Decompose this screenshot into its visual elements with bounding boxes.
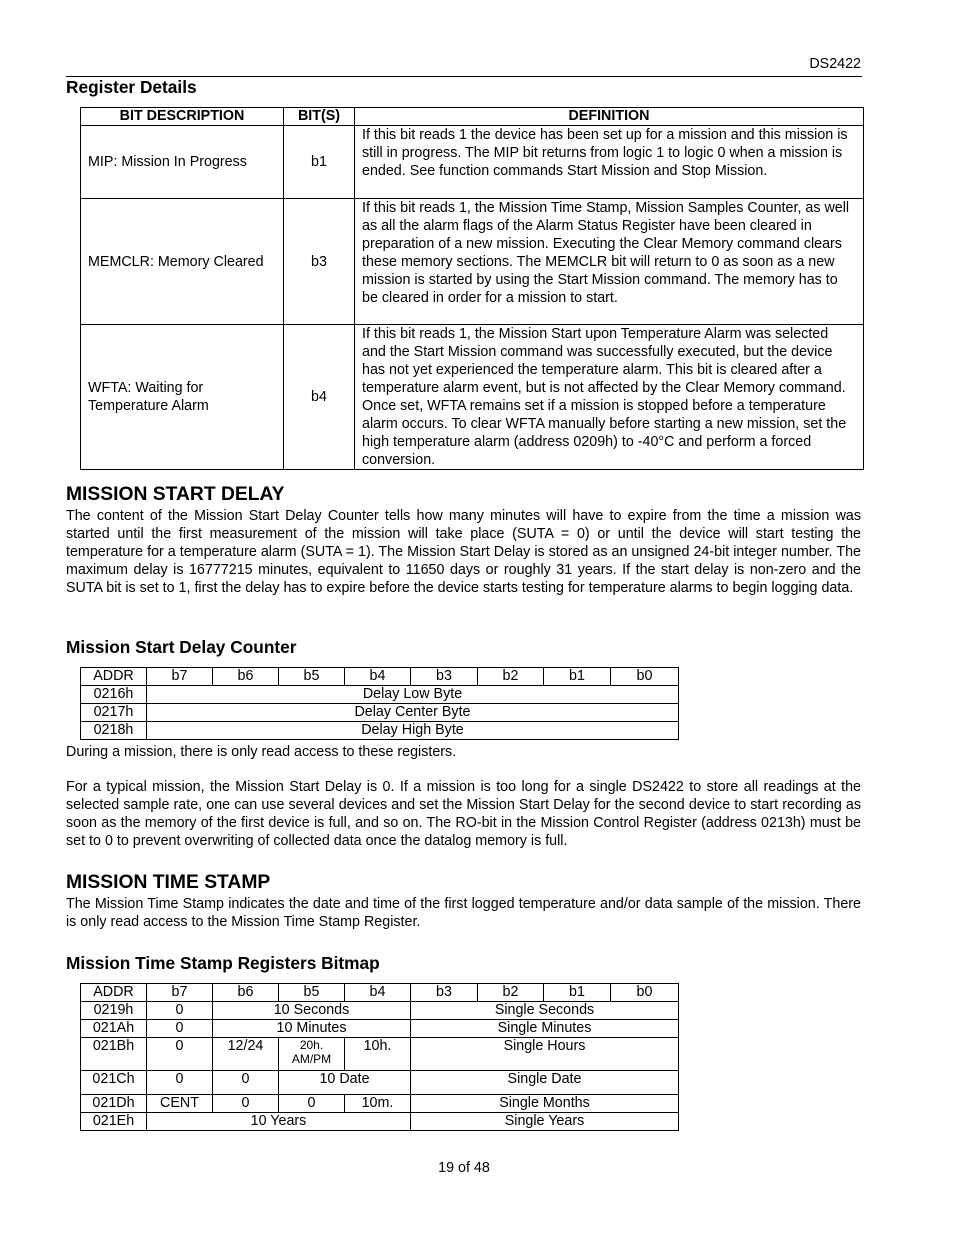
column-header: b1 <box>544 984 611 1002</box>
bit-number: b3 <box>284 199 355 325</box>
register-field: 10 Date <box>279 1071 411 1095</box>
mission-time-stamp-heading: MISSION TIME STAMP <box>66 872 271 893</box>
bit-description: WFTA: Waiting for Temperature Alarm <box>81 325 284 470</box>
table-row <box>81 1071 679 1095</box>
register-field: 10 Years <box>147 1113 411 1131</box>
table-row <box>81 722 679 740</box>
table-row <box>81 1113 679 1131</box>
bit-number: b1 <box>284 126 355 199</box>
column-header: ADDR <box>81 668 147 686</box>
bit-definition: If this bit reads 1 the device has been set up for a mission and this mission is still in progress. The MIP bit returns from logic 1 to logic 0 when a mission is ended. See function commands Start Mission and Stop Mission. <box>355 126 864 199</box>
table-row <box>81 704 679 722</box>
bit-value-line: AM/PM <box>291 1052 332 1066</box>
column-header: DEFINITION <box>355 108 864 126</box>
register-field: Delay High Byte <box>147 722 679 740</box>
register-details-heading: Register Details <box>66 77 197 97</box>
delay-counter-heading: Mission Start Delay Counter <box>66 637 297 657</box>
bit-value: 10h. <box>345 1038 411 1071</box>
register-address: 021Ah <box>81 1020 147 1038</box>
column-header: b6 <box>213 668 279 686</box>
bit-definition: If this bit reads 1, the Mission Start upon Temperature Alarm was selected and the Start Mission command was successfully executed, but the device has not yet experienced the temperature alarm. This bit is cleared after a temperature alarm event, but is not affected by the Clear Memory command. Once set, WFTA remains set if a mission is stopped before a temperature alarm occurs. To clear WFTA manually before starting a new mission, set the high temperature alarm (address 0209h) to -40°C and perform a forced conversion. <box>355 325 864 470</box>
table-header-row <box>81 984 679 1002</box>
bit-value <box>279 1038 345 1071</box>
column-header: b1 <box>544 668 611 686</box>
register-address: 021Ch <box>81 1071 147 1095</box>
time-stamp-bitmap-table <box>80 983 679 1131</box>
bit-value: CENT <box>147 1095 213 1113</box>
typical-mission-text: For a typical mission, the Mission Start Delay is 0. If a mission is too long for a single DS2422 to store all readings at the selected sample rate, one can use several devices and set the Mission Start Delay for the second device to start recording as soon as the memory of the first device is full, and so on. The RO-bit in the Mission Control Register (address 0213h) must be set to 0 to prevent overwriting of collected data once the datalog memory is full. <box>66 779 861 849</box>
table-row <box>81 1020 679 1038</box>
register-address: 0216h <box>81 686 147 704</box>
register-field: 10 Seconds <box>213 1002 411 1020</box>
register-field: Single Minutes <box>411 1020 679 1038</box>
bit-value: 0 <box>279 1095 345 1113</box>
column-header: b6 <box>213 984 279 1002</box>
mission-time-stamp-text: The Mission Time Stamp indicates the date and time of the first logged temperature and/or data sample of the mission. There is only read access to the Mission Time Stamp Register. <box>66 896 861 930</box>
column-header: b3 <box>411 984 478 1002</box>
register-address: 021Bh <box>81 1038 147 1071</box>
column-header: b2 <box>478 984 544 1002</box>
register-field: Single Months <box>411 1095 679 1113</box>
column-header: BIT DESCRIPTION <box>81 108 284 126</box>
table-row <box>81 126 864 199</box>
table-row <box>81 686 679 704</box>
column-header: b7 <box>147 668 213 686</box>
register-details-table <box>80 107 864 470</box>
bit-description: MEMCLR: Memory Cleared <box>81 199 284 325</box>
table-header-row <box>81 108 864 126</box>
bit-value-line: 20h. <box>299 1038 324 1052</box>
bit-value: 0 <box>213 1071 279 1095</box>
register-field: Delay Low Byte <box>147 686 679 704</box>
column-header: b3 <box>411 668 478 686</box>
register-field: Single Seconds <box>411 1002 679 1020</box>
table-row <box>81 199 864 325</box>
column-header: b0 <box>611 984 679 1002</box>
register-address: 0219h <box>81 1002 147 1020</box>
register-field: Single Hours <box>411 1038 679 1071</box>
read-access-note: During a mission, there is only read access to these registers. <box>66 744 457 760</box>
bit-definition: If this bit reads 1, the Mission Time Stamp, Mission Samples Counter, as well as all the alarm flags of the Alarm Status Register have been cleared in preparation of a new mission. Executing the Clear Memory command clears these memory sections. The MEMCLR bit will return to 0 as soon as a new mission is started by using the Start Mission command. The memory has to be cleared in order for a mission to start. <box>355 199 864 325</box>
table-header-row <box>81 668 679 686</box>
register-field: Single Years <box>411 1113 679 1131</box>
column-header: b5 <box>279 668 345 686</box>
bit-value: 10m. <box>345 1095 411 1113</box>
register-address: 021Eh <box>81 1113 147 1131</box>
table-row <box>81 1002 679 1020</box>
table-row <box>81 325 864 470</box>
register-address: 0218h <box>81 722 147 740</box>
page-number: 19 of 48 <box>438 1160 490 1176</box>
register-field: 10 Minutes <box>213 1020 411 1038</box>
bit-value: 0 <box>213 1095 279 1113</box>
column-header: b0 <box>611 668 679 686</box>
column-header: b4 <box>345 984 411 1002</box>
time-stamp-bitmap-heading: Mission Time Stamp Registers Bitmap <box>66 953 380 973</box>
bit-value: 0 <box>147 1038 213 1071</box>
table-row <box>81 1038 679 1071</box>
column-header: b2 <box>478 668 544 686</box>
register-address: 021Dh <box>81 1095 147 1113</box>
table-row <box>81 1095 679 1113</box>
column-header: ADDR <box>81 984 147 1002</box>
mission-start-delay-text: The content of the Mission Start Delay Counter tells how many minutes will have to expire from the time a mission was started until the first measurement of the mission will take place (SUTA = 0) or until the device will start testing the temperature for a temperature alarm (SUTA = 1). The Mission Start Delay is stored as an unsigned 24-bit integer number. The maximum delay is 16777215 minutes, equivalent to 11650 days or roughly 31 years. If the start delay is non-zero and the SUTA bit is set to 1, first the delay has to expire before the device starts testing for temperature alarms to begin logging data. <box>66 508 861 596</box>
document-code: DS2422 <box>809 56 861 72</box>
bit-number: b4 <box>284 325 355 470</box>
column-header: b7 <box>147 984 213 1002</box>
bit-value: 0 <box>147 1071 213 1095</box>
register-field: Single Date <box>411 1071 679 1095</box>
register-field: Delay Center Byte <box>147 704 679 722</box>
register-address: 0217h <box>81 704 147 722</box>
column-header: b5 <box>279 984 345 1002</box>
bit-value: 0 <box>147 1002 213 1020</box>
column-header: BIT(S) <box>284 108 355 126</box>
delay-counter-table <box>80 667 679 740</box>
mission-start-delay-heading: MISSION START DELAY <box>66 484 285 505</box>
bit-value: 12/24 <box>213 1038 279 1071</box>
column-header: b4 <box>345 668 411 686</box>
bit-value: 0 <box>147 1020 213 1038</box>
bit-description: MIP: Mission In Progress <box>81 126 284 199</box>
